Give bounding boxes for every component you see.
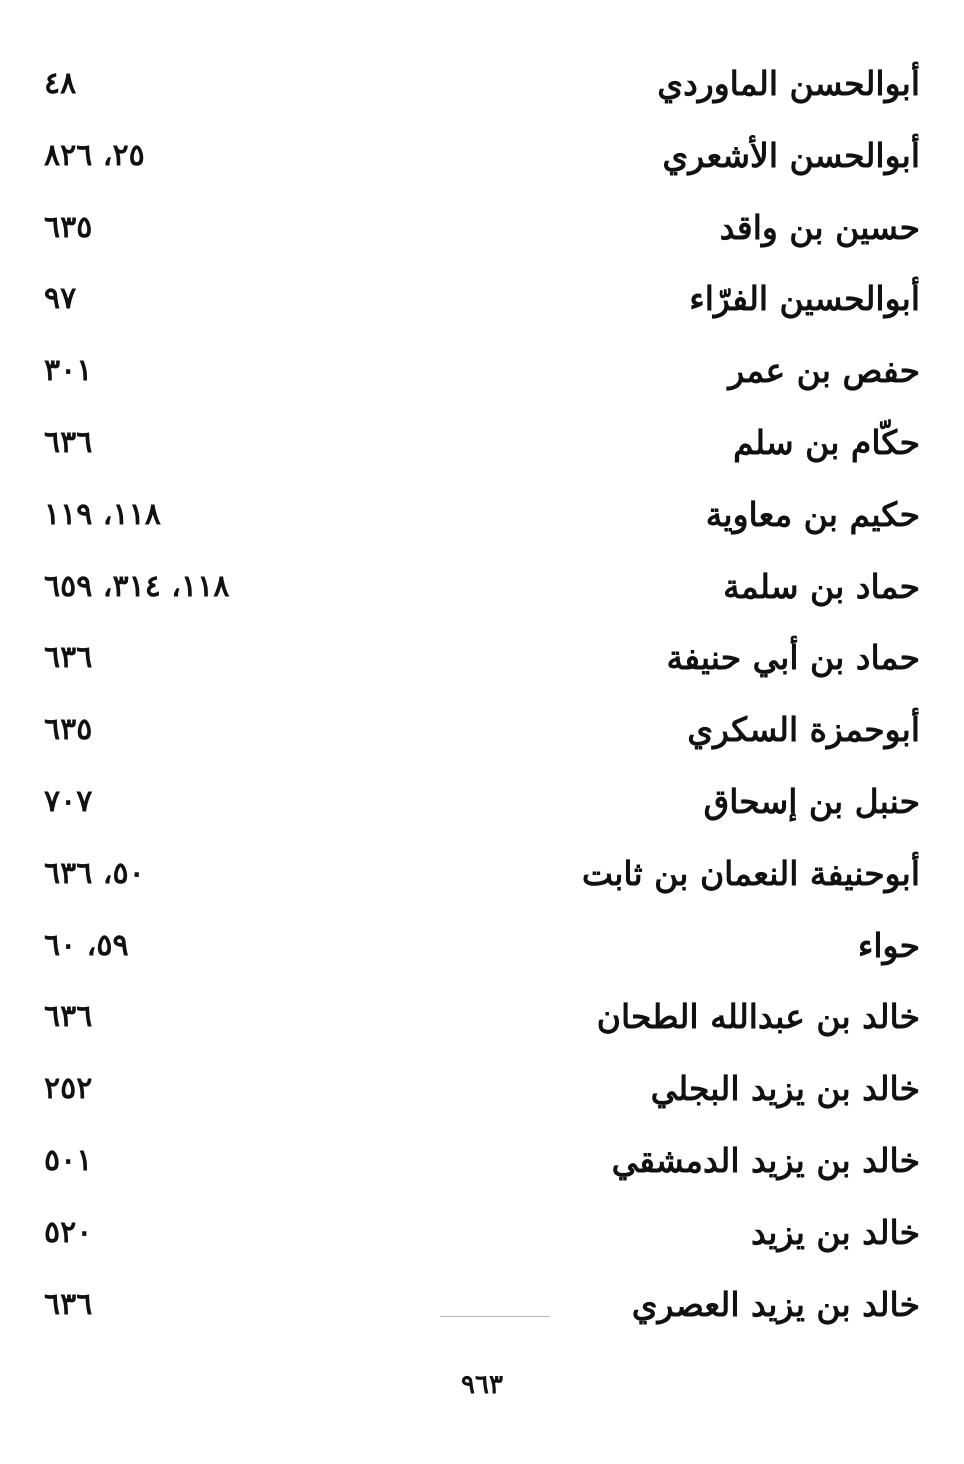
entry-pages: ٥٠١ — [44, 1142, 93, 1178]
entry-name: حكيم بن معاوية — [705, 494, 920, 534]
index-row — [40, 1197, 920, 1269]
entry-pages: ٩٧ — [44, 281, 77, 317]
entry-name: حماد بن سلمة — [723, 566, 920, 606]
entry-name: خالد بن يزيد الدمشقي — [611, 1140, 920, 1180]
index-row — [40, 910, 920, 982]
entry-name: حنبل بن إسحاق — [703, 781, 920, 821]
index-row — [40, 192, 920, 264]
entry-name: أبوحنيفة النعمان بن ثابت — [581, 853, 920, 893]
entry-name: حماد بن أبي حنيفة — [666, 638, 920, 678]
footer-divider — [440, 1316, 550, 1317]
entry-pages: ٥٩، ٦٠ — [44, 927, 129, 963]
entry-pages: ٦٣٦ — [44, 1286, 93, 1322]
entry-pages: ٦٣٦ — [44, 640, 93, 676]
index-row — [40, 263, 920, 335]
entry-pages: ٦٣٥ — [44, 712, 93, 748]
entry-pages: ٤٨ — [44, 66, 77, 101]
index-row — [40, 1269, 920, 1341]
entry-name: خالد بن يزيد البجلي — [650, 1069, 920, 1109]
entry-name: خالد بن يزيد العصري — [631, 1284, 920, 1324]
entry-pages: ٥٠، ٦٣٦ — [44, 855, 145, 891]
index-row — [40, 551, 920, 623]
index-row — [40, 120, 920, 192]
entry-pages: ١١٨، ٣١٤، ٦٥٩ — [44, 568, 230, 604]
entry-name: حواء — [857, 925, 920, 965]
index-row — [40, 1053, 920, 1125]
index-row — [40, 694, 920, 766]
index-row — [40, 981, 920, 1053]
page-number: ٩٦٣ — [461, 1370, 503, 1400]
index-row — [40, 1125, 920, 1197]
entry-name: أبوحمزة السكري — [687, 710, 920, 750]
entry-name: أبوالحسن الأشعري — [662, 135, 920, 175]
entry-pages: ٣٠١ — [44, 353, 93, 389]
entry-pages: ١١٨، ١١٩ — [44, 496, 161, 532]
entry-name: خالد بن يزيد — [750, 1212, 920, 1252]
entry-pages: ٦٣٥ — [44, 209, 93, 245]
entry-pages: ٧٠٧ — [44, 783, 93, 819]
entry-pages: ٢٥، ٨٢٦ — [44, 137, 145, 173]
index-row — [40, 335, 920, 407]
index-row — [40, 766, 920, 838]
entry-pages: ٦٣٦ — [44, 999, 93, 1035]
index-row — [40, 407, 920, 479]
entry-name: أبوالحسن الماوردي — [657, 64, 920, 103]
index-list — [40, 48, 920, 1340]
entry-pages: ٥٢٠ — [44, 1214, 93, 1250]
index-row — [40, 479, 920, 551]
entry-name: حفص بن عمر — [728, 351, 920, 391]
entry-name: خالد بن عبدالله الطحان — [596, 997, 920, 1037]
entry-name: أبوالحسين الفرّاء — [689, 279, 920, 319]
entry-name: حكّام بن سلم — [733, 422, 920, 462]
entry-name: حسين بن واقد — [719, 207, 920, 247]
index-row — [40, 622, 920, 694]
entry-pages: ٢٥٢ — [44, 1071, 93, 1107]
index-row — [40, 838, 920, 910]
index-row — [40, 48, 920, 120]
entry-pages: ٦٣٦ — [44, 424, 93, 460]
